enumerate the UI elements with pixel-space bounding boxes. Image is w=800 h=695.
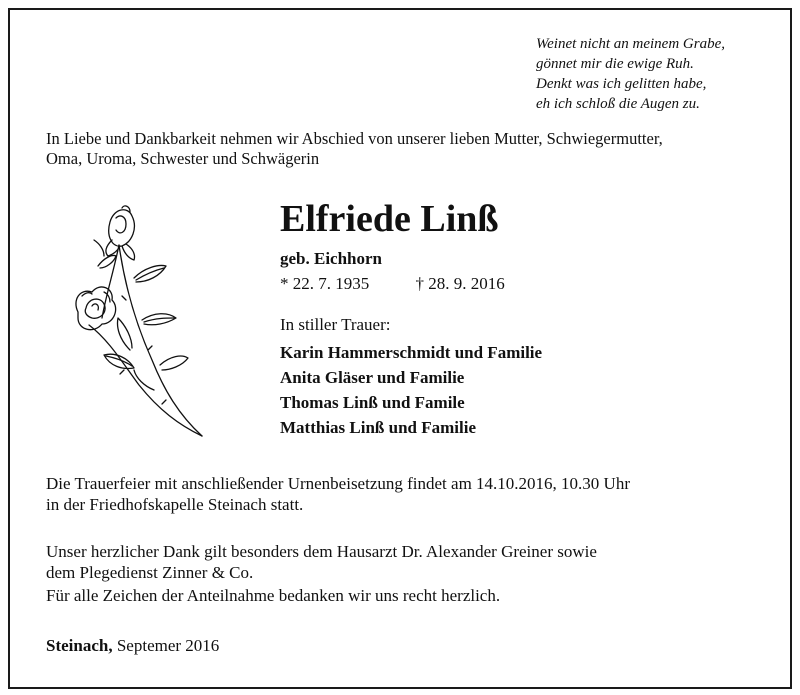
- life-dates: [280, 274, 505, 294]
- funeral-line-2: in der Friedhofskapelle Steinach statt.: [46, 495, 304, 514]
- intro-line-2: Oma, Uroma, Schwester und Schwägerin: [46, 149, 320, 168]
- thanks-closing: Für alle Zeichen der Anteilnahme bedanken wir uns recht herzlich.: [46, 586, 501, 605]
- funeral-notice: [46, 473, 766, 515]
- signature-date: Septemer 2016: [116, 636, 220, 655]
- poem-line: Weinet nicht an meinem Grabe,: [536, 36, 725, 52]
- thanks-line-2: dem Plegedienst Zinner & Co.: [46, 563, 254, 582]
- thanks-line-1: Unser herzlicher Dank gilt besonders dem Hausarzt Dr. Alexander Greiner sowie: [46, 542, 597, 561]
- intro-line-1: In Liebe und Dankbarkeit nehmen wir Abschied von unserer lieben Mutter, Schwiegermutter,: [46, 129, 663, 148]
- poem-line: gönnet mir die ewige Ruh.: [536, 56, 694, 72]
- signature-place: Steinach,: [46, 636, 113, 655]
- mourner-item: Matthias Linß und Familie: [280, 418, 477, 437]
- death-date: † 28. 9. 2016: [415, 274, 505, 293]
- rose-icon: [64, 200, 214, 440]
- mourner-item: Anita Gläser und Familie: [280, 368, 465, 387]
- signature: [46, 636, 219, 656]
- birth-date: * 22. 7. 1935: [280, 274, 370, 293]
- mourning-label: In stiller Trauer:: [280, 315, 391, 334]
- thanks-notice: [46, 541, 766, 583]
- mourners-list: [280, 340, 542, 440]
- mourner-item: Thomas Linß und Famile: [280, 393, 465, 412]
- poem: [536, 34, 725, 114]
- mourner-item: Karin Hammerschmidt und Familie: [280, 343, 543, 362]
- poem-line: eh ich schloß die Augen zu.: [536, 96, 700, 112]
- intro-text: [46, 129, 766, 169]
- deceased-name: Elfriede Linß: [280, 198, 499, 240]
- maiden-name: geb. Eichhorn: [280, 249, 383, 268]
- funeral-line-1: Die Trauerfeier mit anschließender Urnenbeisetzung findet am 14.10.2016, 10.30 Uhr: [46, 474, 630, 493]
- poem-line: Denkt was ich gelitten habe,: [536, 76, 707, 92]
